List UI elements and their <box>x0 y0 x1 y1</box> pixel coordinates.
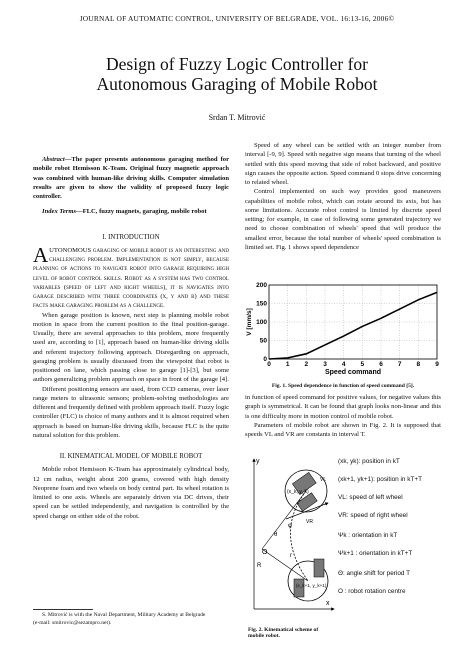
title-line-2: Autonomous Garaging of Mobile Robot <box>96 74 378 94</box>
legend-item: VL: speed of left wheel <box>338 494 403 501</box>
footnote-line-2: (e-mail: smitrovic@sezampro.net). <box>33 619 112 626</box>
radius-line <box>262 549 308 581</box>
index-terms-text: —FLC, fuzzy magnets, garaging, mobile robot <box>76 208 207 216</box>
author: Srdan T. Mitrović <box>208 113 266 122</box>
vl-label: VL <box>320 477 327 483</box>
abstract-label: Abstract <box>42 156 65 163</box>
index-terms <box>33 207 229 216</box>
section-1-heading: I. INTRODUCTION <box>102 233 160 241</box>
y-tick-label: 100 <box>256 319 267 327</box>
x-tick-label: 1 <box>285 361 290 368</box>
legend-item: Ψk+1 : orientation in kT+T <box>338 550 413 557</box>
footnote-rule <box>33 609 93 610</box>
index-terms-label: Index Terms <box>42 208 77 216</box>
y-tick-label: 50 <box>259 337 267 345</box>
vr-label: VR <box>306 519 313 525</box>
y-axis-letter: y <box>256 458 260 465</box>
title-line-1: Design of Fuzzy Logic Controller for <box>106 54 368 74</box>
legend-item: VR: speed of right wheel <box>338 512 408 519</box>
figure-2-caption <box>248 627 328 639</box>
legend-item: O : robot rotation centre <box>338 588 406 595</box>
figure-2-caption-line-1: Fig. 2. Kinematical scheme of <box>248 627 319 633</box>
legend-item: Θ: angle shift for period T <box>338 570 410 577</box>
x-tick-label: 2 <box>304 361 309 368</box>
x-tick-label: 7 <box>397 361 402 368</box>
x-tick-label: 0 <box>267 361 271 368</box>
x-tick-label: 9 <box>435 361 439 368</box>
x-axis-label: Speed command <box>324 369 382 376</box>
intro-paragraph-1 <box>33 242 229 311</box>
x-axis-letter: x <box>326 600 330 607</box>
y-tick-label: 200 <box>256 282 267 290</box>
x-tick-label: 4 <box>341 361 346 368</box>
figure-2-caption-line-2: mobile robot. <box>248 633 280 639</box>
intro-paragraph-1-text: UTONOMOUS garaging of mobile robot is an interesting and challenging problem. Implementation is not simply, because planning of actions to navigate robot into garage requiring high level of robot control skills. Robot as a system has two control variables (speed of left and right wheels), it is navigates into garage described with three coordinates (x, y and β) and these facts make garaging problem as a challenge. <box>33 246 229 310</box>
chart-grid <box>269 285 437 359</box>
legend-item: Ψk : orientation in kT <box>338 532 398 539</box>
rotation-centre-letter: O <box>262 549 268 556</box>
abstract <box>33 155 229 201</box>
speed-chart <box>245 280 445 380</box>
x-tick-label: 6 <box>379 361 383 368</box>
footnote-line-1: S. Mitrović is with the Naval Department, Military Academy at Belgrade <box>42 612 206 618</box>
radius-line-2 <box>262 491 306 549</box>
phi-label: φ <box>288 523 292 529</box>
intro-paragraph-2: When garage position is known, next step is planning mobile robot motion in space from the current position to the final position-garage. Usually, there are several approaches to this problem, more frequently used are, according to [1], approach based on human-like driving skills and referent trajectory following approach. Disregarding on approach, garaging problem is usually discussed from the viewpoint that robot is positioned on lane, which passing close to garage [1]-[3], but some authors generalizing problem approach on space in front of the garage [4]. <box>33 311 229 384</box>
section-2-heading: II. KINEMATICAL MODEL OF MOBILE ROBOT <box>59 453 203 460</box>
legend-item: (xk+1, yk+1): position in kT+T <box>338 476 422 483</box>
right-paragraph-1: Speed of any wheel can be settled with an integer number from interval [-9, 9]. Speed with negative sign means that turning of the wheel settled with this speed moving that side of robot backward, and positive sign causes the opposite action. Speed command 0 stops drive concerning to related wheel. <box>245 142 441 186</box>
y-axis-label: V [mm/s] <box>246 308 253 336</box>
top-position-label: (x_k, y_k) <box>287 489 309 495</box>
right-paragraph-4: Parameters of mobile robot are shown in Fig. 2. It is supposed that speeds VL and VR are constants in interval T. <box>245 421 441 438</box>
footnote <box>33 612 229 627</box>
abstract-text: —The paper presents autonomous garaging method for mobile robot Hemisson K-Team. Original fuzzy magnetic approach was combined with human-like driving skills. Computer simulation results are given to show the validity of proposed fuzzy logic controller. <box>33 156 229 200</box>
x-tick-label: 3 <box>323 361 327 368</box>
y-tick-label: 0 <box>263 356 267 364</box>
kinematic-paragraph-1: Mobile robot Hemisson K-Team has approximately cylindrical body, 12 cm radius, weight about 200 grams, covered with high density Neoprene foam and two wheels on body central part. Its wheel rotation is limited to one axis. Wheels are separately driven via DC drives, their speed can be settled independently, and navigation is controlled by the speed change on either side of the robot. <box>33 466 229 520</box>
figure-2-legend <box>338 458 450 604</box>
kinematic-diagram <box>246 453 336 613</box>
left-wheel-bottom <box>314 559 324 577</box>
intro-paragraph-3: Different positioning sensors are used, from CCD cameras, over laser range meters to ultrasonic sensors; problem-solving methodologies are different and frequently defined with problem approach itself. Fuzzy logic controller (FLC) is choice of many authors and it is almost required when approach is based on human-like driving skills, because FLC is the quite natural solution for this problem. <box>33 385 229 439</box>
theta-label: θ <box>274 532 278 538</box>
journal-header: JOURNAL OF AUTOMATIC CONTROL, UNIVERSITY OF BELGRADE, VOL. 16:13-16, 2006© <box>79 14 395 23</box>
chart-ticks <box>256 282 439 368</box>
paper-title <box>0 54 474 94</box>
x-tick-label: 5 <box>360 361 365 368</box>
right-wheel-bottom <box>294 579 304 597</box>
right-column-top <box>245 141 441 252</box>
drop-cap: A <box>33 242 49 267</box>
legend-item: (xk, yk): position in kT <box>338 458 400 465</box>
figure-1-caption: Fig. 1. Speed dependence in function of speed command [5]. <box>271 383 415 389</box>
r-label: r <box>290 553 292 559</box>
right-paragraph-3: in function of speed command for positive values, for negative values this graph is symmetrical. It can be found that graph looks non-linear and this is one difficulty more in motion control of mobile robot. <box>245 394 441 420</box>
R-label: R <box>257 563 262 569</box>
speed-series-line <box>269 292 437 359</box>
x-tick-label: 8 <box>416 361 421 368</box>
right-paragraph-2: Control implemented on such way provides good maneuvers capabilities of mobile robot, which can rotate around its axis, but has some limitations. Accurate robot control is limited by discrete speed setting; for example, in case of following some generated trajectory we need to choose combination of wheels' speed that will produce the smallest error, because the total number of wheels' speed combination is limited set. Fig. 1 shows speed dependence <box>245 188 441 251</box>
left-column <box>33 155 229 521</box>
y-tick-label: 150 <box>256 300 267 308</box>
bottom-position-label: (x_k+1, y_k+1) <box>296 583 327 588</box>
right-column-mid <box>245 393 441 439</box>
